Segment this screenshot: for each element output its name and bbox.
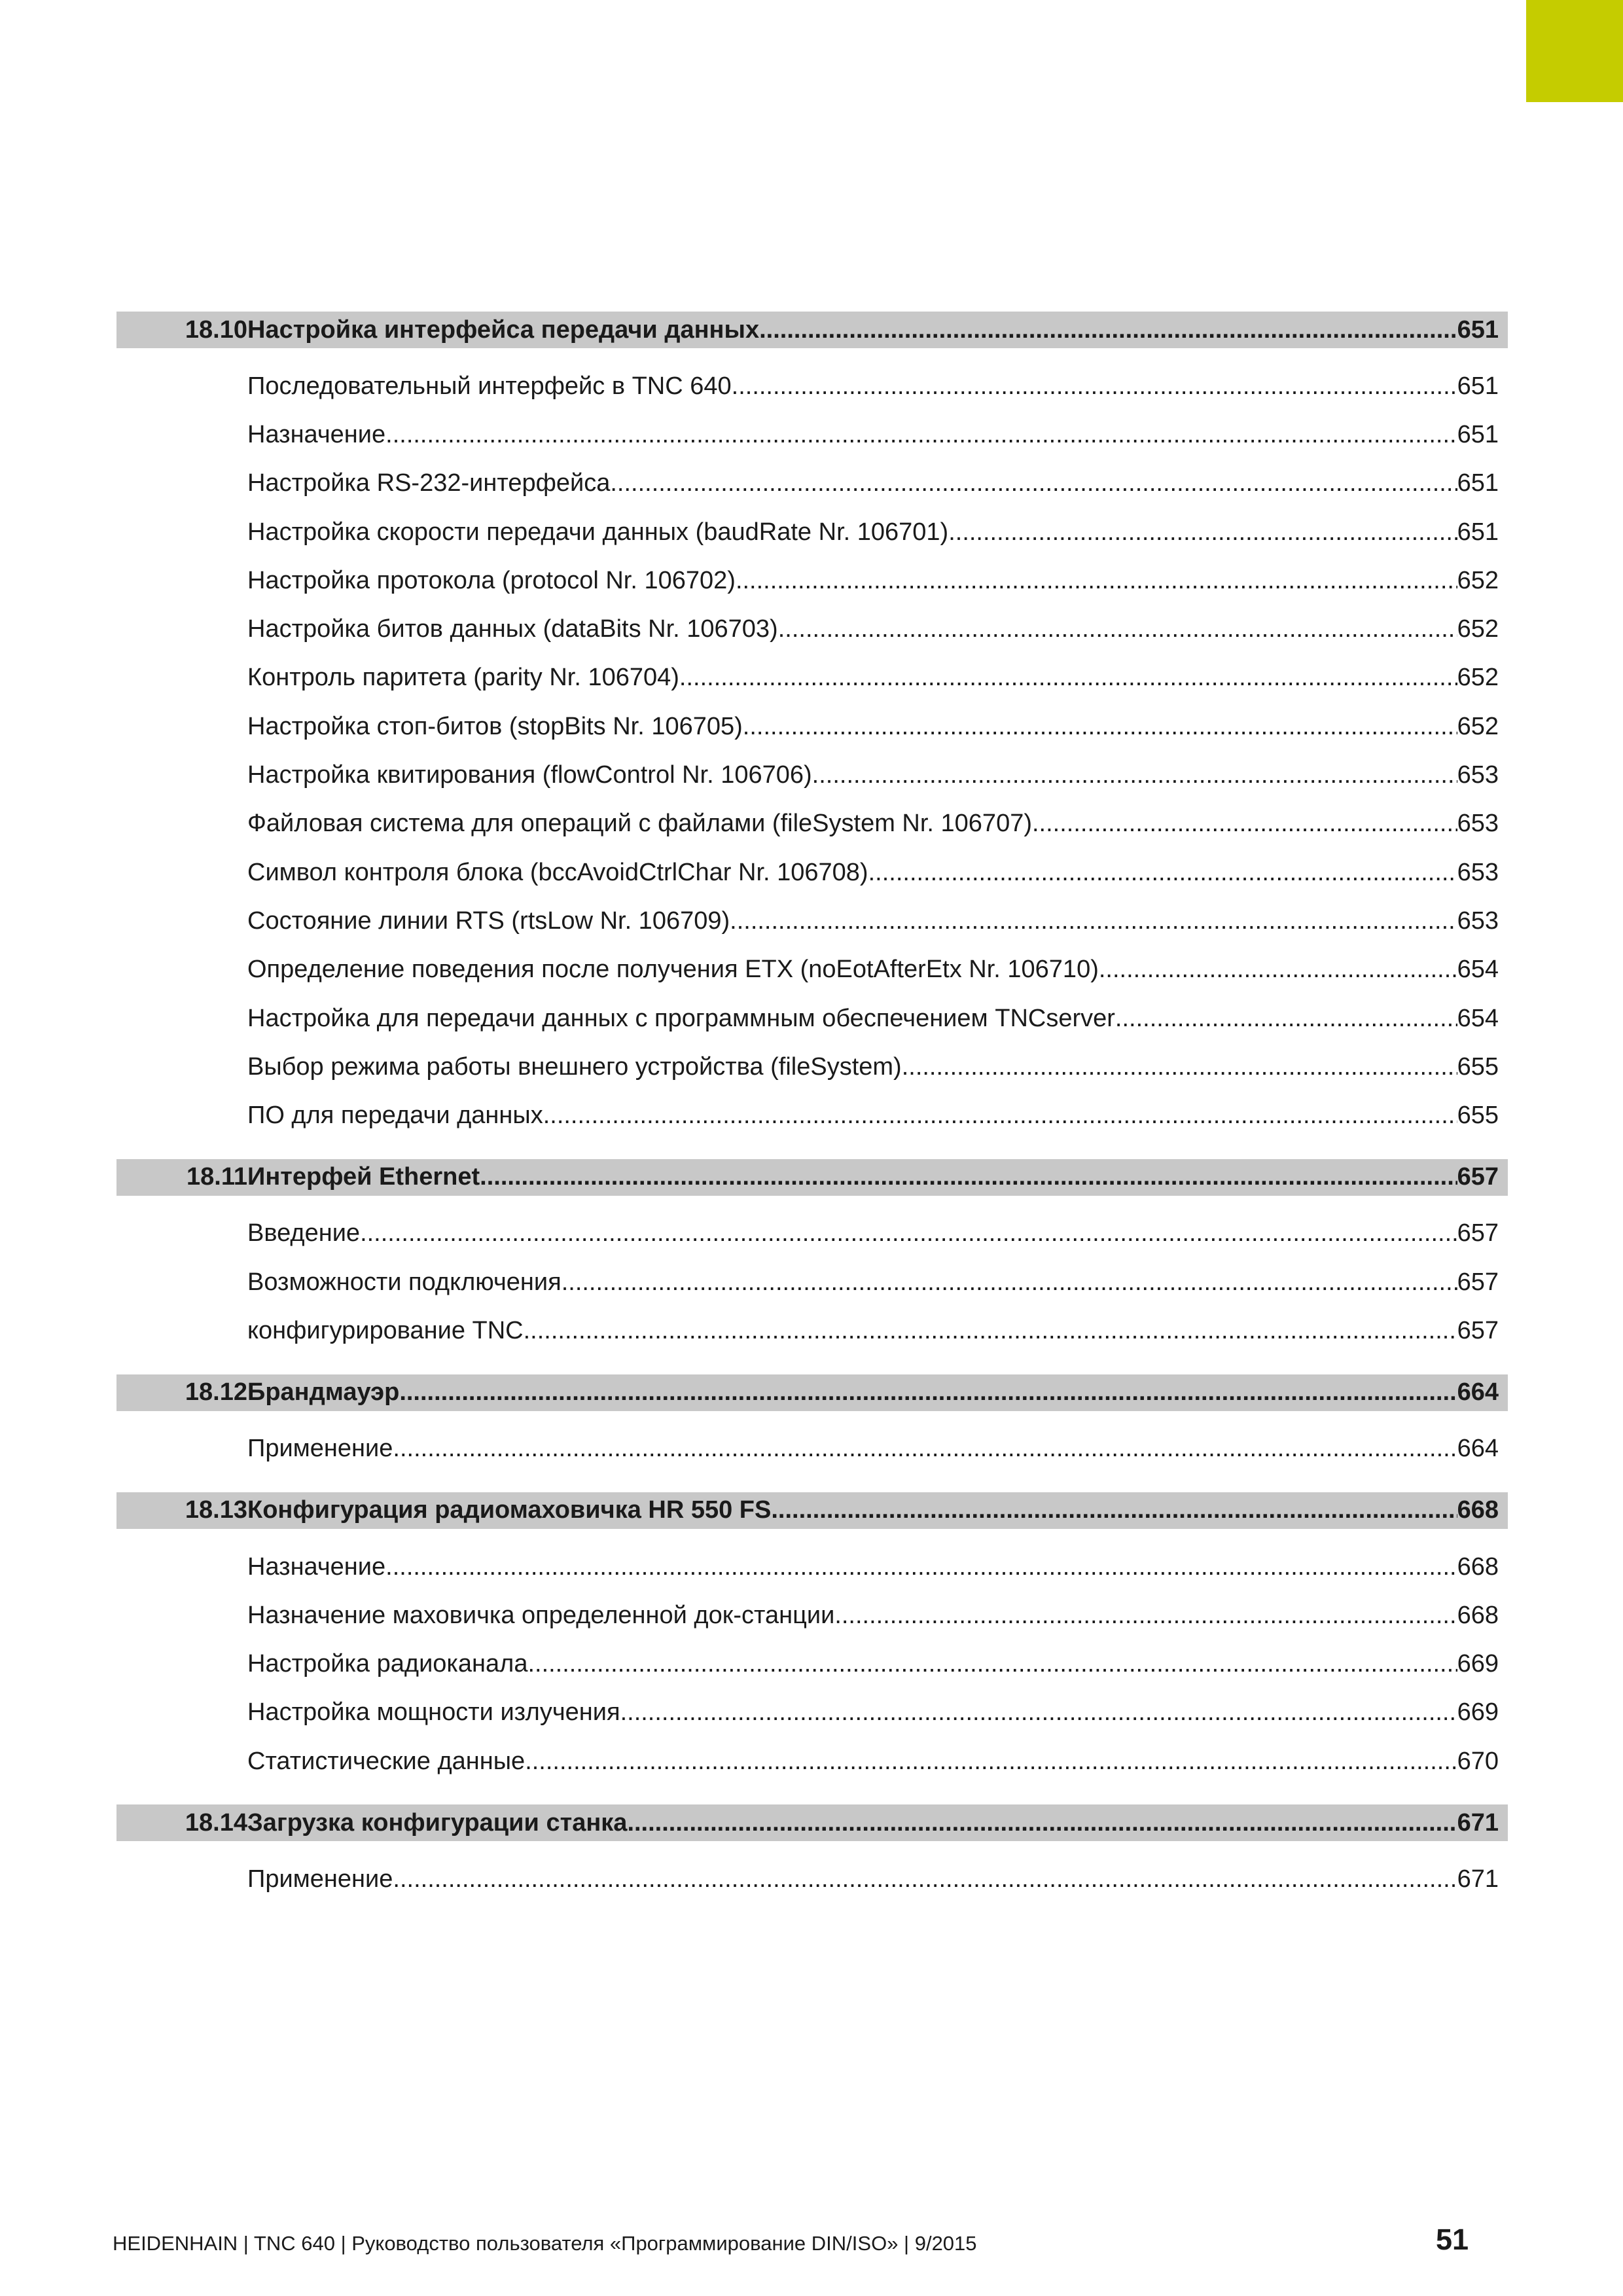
entry-page-number: 653 bbox=[1457, 858, 1499, 886]
dot-leader bbox=[732, 372, 1457, 401]
section-number: 18.10 bbox=[185, 315, 247, 344]
entry-page-number: 654 bbox=[1457, 956, 1499, 984]
dot-leader bbox=[524, 1317, 1457, 1345]
entry-title: Настройка квитирования (flowControl Nr. 106706) bbox=[247, 761, 812, 789]
dot-leader bbox=[812, 761, 1457, 789]
toc-entry[interactable] bbox=[116, 1591, 1508, 1640]
toc-entry[interactable] bbox=[116, 1210, 1508, 1258]
dot-leader bbox=[1099, 956, 1457, 984]
toc-section-18-12[interactable] bbox=[116, 1374, 1508, 1411]
entry-title: Настройка битов данных (dataBits Nr. 106703) bbox=[247, 615, 778, 643]
dot-leader bbox=[771, 1496, 1457, 1524]
section-page-number: 671 bbox=[1457, 1808, 1499, 1837]
dot-leader bbox=[562, 1268, 1457, 1297]
toc-entry[interactable] bbox=[116, 1737, 1508, 1785]
toc-entry[interactable] bbox=[116, 751, 1508, 799]
section-entries bbox=[116, 1425, 1508, 1473]
entry-title: Назначение bbox=[247, 420, 386, 448]
section-entries bbox=[116, 1855, 1508, 1903]
toc-entry[interactable] bbox=[116, 1091, 1508, 1139]
toc-entry[interactable] bbox=[116, 1543, 1508, 1591]
toc-entry[interactable] bbox=[116, 362, 1508, 410]
section-title: Настройка интерфейса передачи данных bbox=[247, 315, 760, 344]
section-title: Интерфей Ethernet bbox=[247, 1163, 480, 1191]
entry-title: Применение bbox=[247, 1865, 393, 1893]
entry-page-number: 657 bbox=[1457, 1316, 1499, 1344]
entry-title: Настройка стоп-битов (stopBits Nr. 106705) bbox=[247, 712, 743, 740]
dot-leader bbox=[399, 1378, 1457, 1407]
entry-title: Последовательный интерфейс в TNC 640 bbox=[247, 372, 732, 400]
entry-title: Настройка радиоканала bbox=[247, 1650, 528, 1678]
entry-title: Назначение bbox=[247, 1552, 386, 1581]
dot-leader bbox=[730, 907, 1457, 935]
toc-section-18-13[interactable] bbox=[116, 1492, 1508, 1529]
page-number: 51 bbox=[1436, 2223, 1469, 2256]
toc-entry[interactable] bbox=[116, 605, 1508, 653]
dot-leader bbox=[902, 1053, 1457, 1081]
table-of-contents bbox=[116, 312, 1508, 1904]
entry-page-number: 652 bbox=[1457, 664, 1499, 692]
entry-title: Состояние линии RTS (rtsLow Nr. 106709) bbox=[247, 906, 730, 935]
section-page-number: 668 bbox=[1457, 1496, 1499, 1524]
toc-entry[interactable] bbox=[116, 556, 1508, 605]
entry-page-number: 657 bbox=[1457, 1219, 1499, 1247]
toc-entry[interactable] bbox=[116, 1425, 1508, 1473]
entry-page-number: 671 bbox=[1457, 1865, 1499, 1893]
toc-entry[interactable] bbox=[116, 946, 1508, 994]
dot-leader bbox=[393, 1865, 1457, 1893]
toc-entry[interactable] bbox=[116, 1306, 1508, 1355]
entry-page-number: 670 bbox=[1457, 1747, 1499, 1775]
dot-leader bbox=[525, 1748, 1457, 1776]
entry-title: Настройка скорости передачи данных (baudRate Nr. 106701) bbox=[247, 518, 949, 546]
toc-entry[interactable] bbox=[116, 508, 1508, 556]
toc-entry[interactable] bbox=[116, 1855, 1508, 1903]
entry-page-number: 651 bbox=[1457, 469, 1499, 497]
toc-entry[interactable] bbox=[116, 1258, 1508, 1306]
toc-section-18-11[interactable] bbox=[116, 1159, 1508, 1196]
entry-page-number: 653 bbox=[1457, 810, 1499, 838]
dot-leader bbox=[627, 1809, 1457, 1837]
dot-leader bbox=[736, 567, 1457, 595]
entry-title: Настройка мощности излучения bbox=[247, 1698, 620, 1727]
dot-leader bbox=[610, 469, 1457, 497]
entry-title: Статистические данные bbox=[247, 1747, 526, 1775]
dot-leader bbox=[1032, 810, 1457, 838]
toc-entry[interactable] bbox=[116, 1689, 1508, 1737]
toc-entry[interactable] bbox=[116, 800, 1508, 848]
section-entries bbox=[116, 1210, 1508, 1355]
toc-section-18-10[interactable] bbox=[116, 312, 1508, 348]
dot-leader bbox=[385, 421, 1457, 449]
section-title: Загрузка конфигурации станка bbox=[247, 1808, 628, 1837]
section-title: Брандмауэр bbox=[247, 1378, 400, 1407]
section-number: 18.13 bbox=[185, 1496, 247, 1524]
dot-leader bbox=[480, 1163, 1457, 1191]
dot-leader bbox=[948, 518, 1457, 547]
dot-leader bbox=[1115, 1005, 1457, 1033]
entry-page-number: 655 bbox=[1457, 1052, 1499, 1081]
entry-title: Введение bbox=[247, 1219, 361, 1247]
section-number: 18.11 bbox=[187, 1163, 247, 1191]
page-footer: HEIDENHAIN | TNC 640 | Руководство пользователя «Программирование DIN/ISO» | 9/2015 bbox=[113, 2232, 977, 2255]
entry-title: Применение bbox=[247, 1435, 393, 1463]
entry-title: Выбор режима работы внешнего устройства (fileSystem) bbox=[247, 1052, 902, 1081]
entry-page-number: 651 bbox=[1457, 372, 1499, 400]
section-title: Конфигурация радиомаховичка HR 550 FS bbox=[247, 1496, 772, 1524]
entry-title: конфигурирование TNC bbox=[247, 1316, 524, 1344]
entry-page-number: 652 bbox=[1457, 566, 1499, 594]
dot-leader bbox=[759, 316, 1457, 344]
toc-entry[interactable] bbox=[116, 702, 1508, 751]
section-entries bbox=[116, 362, 1508, 1140]
toc-entry[interactable] bbox=[116, 994, 1508, 1043]
dot-leader bbox=[543, 1102, 1457, 1130]
toc-entry[interactable] bbox=[116, 1043, 1508, 1091]
entry-page-number: 664 bbox=[1457, 1435, 1499, 1463]
toc-entry[interactable] bbox=[116, 459, 1508, 508]
entry-page-number: 668 bbox=[1457, 1552, 1499, 1581]
dot-leader bbox=[393, 1435, 1457, 1463]
entry-title: Определение поведения после получения ETX (noEotAfterEtx Nr. 106710) bbox=[247, 956, 1099, 984]
entry-title: Контроль паритета (parity Nr. 106704) bbox=[247, 664, 679, 692]
dot-leader bbox=[679, 664, 1457, 692]
toc-section-18-14[interactable] bbox=[116, 1804, 1508, 1841]
entry-title: Символ контроля блока (bccAvoidCtrlChar Nr. 106708) bbox=[247, 858, 868, 886]
entry-page-number: 652 bbox=[1457, 615, 1499, 643]
entry-title: ПО для передачи данных bbox=[247, 1102, 543, 1130]
dot-leader bbox=[527, 1650, 1457, 1678]
chapter-tab-marker bbox=[1526, 0, 1623, 102]
toc-entry[interactable] bbox=[116, 1640, 1508, 1689]
toc-entry[interactable] bbox=[116, 654, 1508, 702]
dot-leader bbox=[868, 859, 1457, 887]
entry-page-number: 654 bbox=[1457, 1004, 1499, 1032]
section-entries bbox=[116, 1543, 1508, 1785]
entry-page-number: 669 bbox=[1457, 1650, 1499, 1678]
toc-entry[interactable] bbox=[116, 410, 1508, 459]
entry-page-number: 668 bbox=[1457, 1601, 1499, 1629]
entry-page-number: 655 bbox=[1457, 1102, 1499, 1130]
section-page-number: 657 bbox=[1457, 1163, 1499, 1191]
entry-page-number: 657 bbox=[1457, 1268, 1499, 1296]
dot-leader bbox=[620, 1698, 1457, 1727]
entry-title: Возможности подключения bbox=[247, 1268, 562, 1296]
entry-title: Файловая система для операций с файлами (fileSystem Nr. 106707) bbox=[247, 810, 1032, 838]
entry-page-number: 653 bbox=[1457, 906, 1499, 935]
dot-leader bbox=[743, 713, 1457, 741]
entry-page-number: 651 bbox=[1457, 518, 1499, 546]
section-page-number: 651 bbox=[1457, 315, 1499, 344]
entry-page-number: 652 bbox=[1457, 712, 1499, 740]
entry-page-number: 651 bbox=[1457, 420, 1499, 448]
toc-entry[interactable] bbox=[116, 897, 1508, 945]
section-number: 18.12 bbox=[185, 1378, 247, 1407]
section-number: 18.14 bbox=[185, 1808, 247, 1837]
dot-leader bbox=[778, 615, 1457, 643]
entry-title: Настройка протокола (protocol Nr. 106702) bbox=[247, 566, 736, 594]
dot-leader bbox=[360, 1219, 1457, 1247]
entry-title: Назначение маховичка определенной док-станции bbox=[247, 1601, 835, 1629]
toc-entry[interactable] bbox=[116, 848, 1508, 897]
dot-leader bbox=[834, 1602, 1457, 1630]
entry-title: Настройка RS-232-интерфейса bbox=[247, 469, 611, 497]
entry-page-number: 653 bbox=[1457, 761, 1499, 789]
entry-page-number: 669 bbox=[1457, 1698, 1499, 1727]
entry-title: Настройка для передачи данных с программным обеспечением TNCserver bbox=[247, 1004, 1115, 1032]
dot-leader bbox=[385, 1553, 1457, 1581]
section-page-number: 664 bbox=[1457, 1378, 1499, 1407]
